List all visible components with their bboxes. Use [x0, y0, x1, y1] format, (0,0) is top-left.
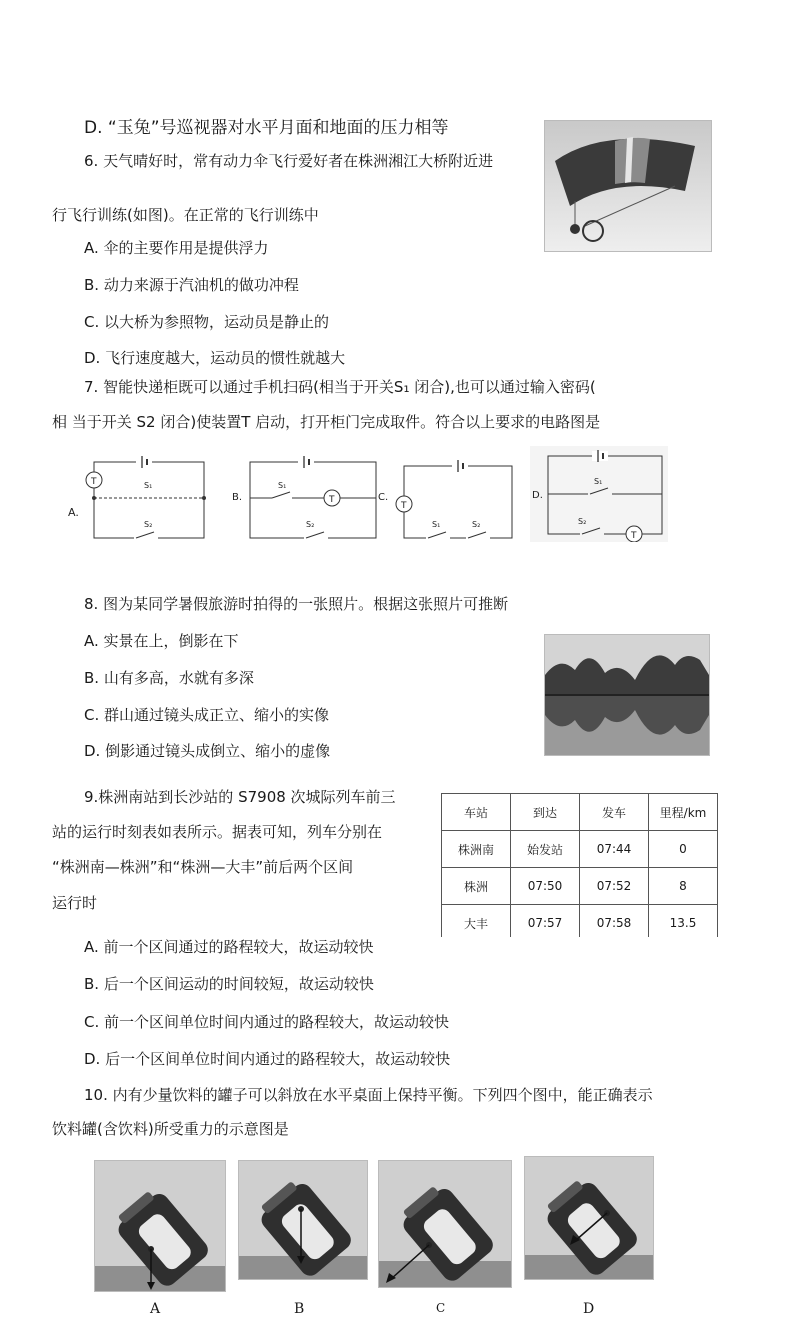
circuit-b-s2: S₂ [306, 520, 315, 529]
q6-stem-line1: 6. 天气晴好时，常有动力伞飞行爱好者在株洲湘江大桥附近进 [84, 152, 494, 170]
q9-option-c: C. 前一个区间单位时间内通过的路程较大，故运动较快 [84, 1013, 450, 1031]
circuit-c-s1: S₁ [432, 520, 441, 529]
paraglider-photo [544, 120, 712, 252]
circuit-a-s1: S₁ [144, 481, 153, 490]
circuit-d-s2: S₂ [578, 517, 587, 526]
table-cell: 07:57 [511, 905, 580, 938]
circuit-d-t: T [631, 531, 637, 541]
q9-option-b: B. 后一个区间运动的时间较短，故运动较快 [84, 975, 374, 993]
q8-option-b: B. 山有多高，水就有多深 [84, 669, 254, 687]
q9-option-d: D. 后一个区间单位时间内通过的路程较大，故运动较快 [84, 1050, 451, 1068]
circuit-d-label: D. [532, 490, 543, 501]
circuit-b-t: T [329, 495, 335, 505]
can-caption-c: C [436, 1301, 446, 1315]
circuit-d-s1: S₁ [594, 477, 603, 486]
q10-stem-line1: 10. 内有少量饮料的罐子可以斜放在水平桌面上保持平衡。下列四个图中，能正确表示 [84, 1086, 653, 1104]
circuit-a [66, 452, 216, 544]
mountain-reflection-photo [544, 634, 710, 756]
circuit-a-t: T [91, 477, 97, 487]
table-cell: 07:44 [580, 831, 649, 868]
table-row [442, 831, 718, 868]
can-figure-b [238, 1160, 368, 1280]
circuit-c-label: C. [378, 492, 389, 503]
table-cell: 0 [649, 831, 718, 868]
q8-option-c: C. 群山通过镜头成正立、缩小的实像 [84, 706, 330, 724]
can-figure-a [94, 1160, 226, 1292]
table-cell: 07:50 [511, 868, 580, 905]
table-cell: 07:58 [580, 905, 649, 938]
table-cell: 8 [649, 868, 718, 905]
q9-stem-line3: “株洲南—株洲”和“株洲—大丰”前后两个区间 [52, 858, 354, 876]
table-cell: 13.5 [649, 905, 718, 938]
q6-option-b: B. 动力来源于汽油机的做功冲程 [84, 276, 299, 294]
q9-stem-line1: 9.株洲南站到长沙站的 S7908 次城际列车前三 [84, 788, 396, 806]
circuit-c-s2: S₂ [472, 520, 481, 529]
circuit-b-label: B. [232, 492, 243, 503]
circuit-a-s2: S₂ [144, 520, 153, 529]
q7-stem-line2: 相 当于开关 S2 闭合)使装置T 启动，打开柜门完成取件。符合以上要求的电路图是 [52, 413, 601, 431]
table-cell: 大丰 [442, 905, 511, 938]
q6-stem-line2: 行飞行训练(如图)。在正常的飞行训练中 [52, 206, 319, 224]
table-header-row [442, 794, 718, 831]
timetable [441, 793, 731, 937]
q8-stem: 8. 图为某同学暑假旅游时拍得的一张照片。根据这张照片可推断 [84, 595, 509, 613]
table-header-cell: 里程/km [649, 794, 718, 831]
can-caption-d: D [583, 1301, 595, 1317]
circuit-d [530, 446, 668, 542]
q10-stem-line2: 饮料罐(含饮料)所受重力的示意图是 [52, 1120, 289, 1138]
table-header-cell: 车站 [442, 794, 511, 831]
circuit-b-s1: S₁ [278, 481, 287, 490]
q5-option-d: D. “玉兔”号巡视器对水平月面和地面的压力相等 [84, 118, 449, 138]
circuit-b [232, 452, 384, 544]
can-caption-b: B [294, 1301, 305, 1317]
can-caption-a: A [150, 1301, 161, 1317]
q9-option-a: A. 前一个区间通过的路程较大，故运动较快 [84, 938, 374, 956]
q8-option-d: D. 倒影通过镜头成倒立、缩小的虚像 [84, 742, 331, 760]
circuit-c-t: T [401, 501, 407, 511]
can-figure-d [524, 1156, 654, 1280]
table-cell: 始发站 [511, 831, 580, 868]
table-header-cell: 发车 [580, 794, 649, 831]
q8-option-a: A. 实景在上，倒影在下 [84, 632, 239, 650]
table-cell: 株洲 [442, 868, 511, 905]
table-row [442, 905, 718, 938]
circuit-c [378, 452, 518, 544]
table-header-cell: 到达 [511, 794, 580, 831]
q9-stem-line4: 运行时 [52, 894, 98, 912]
table-cell: 07:52 [580, 868, 649, 905]
q7-stem-line1: 7. 智能快递柜既可以通过手机扫码(相当于开关S₁ 闭合),也可以通过输入密码( [84, 378, 596, 396]
table-cell: 株洲南 [442, 831, 511, 868]
q6-option-c: C. 以大桥为参照物，运动员是静止的 [84, 313, 330, 331]
q6-option-d: D. 飞行速度越大，运动员的惯性就越大 [84, 349, 346, 367]
table-row [442, 868, 718, 905]
q6-option-a: A. 伞的主要作用是提供浮力 [84, 239, 269, 257]
can-figure-c [378, 1160, 512, 1288]
q9-stem-line2: 站的运行时刻表如表所示。据表可知，列车分别在 [52, 823, 383, 841]
circuit-a-label: A. [68, 506, 79, 519]
